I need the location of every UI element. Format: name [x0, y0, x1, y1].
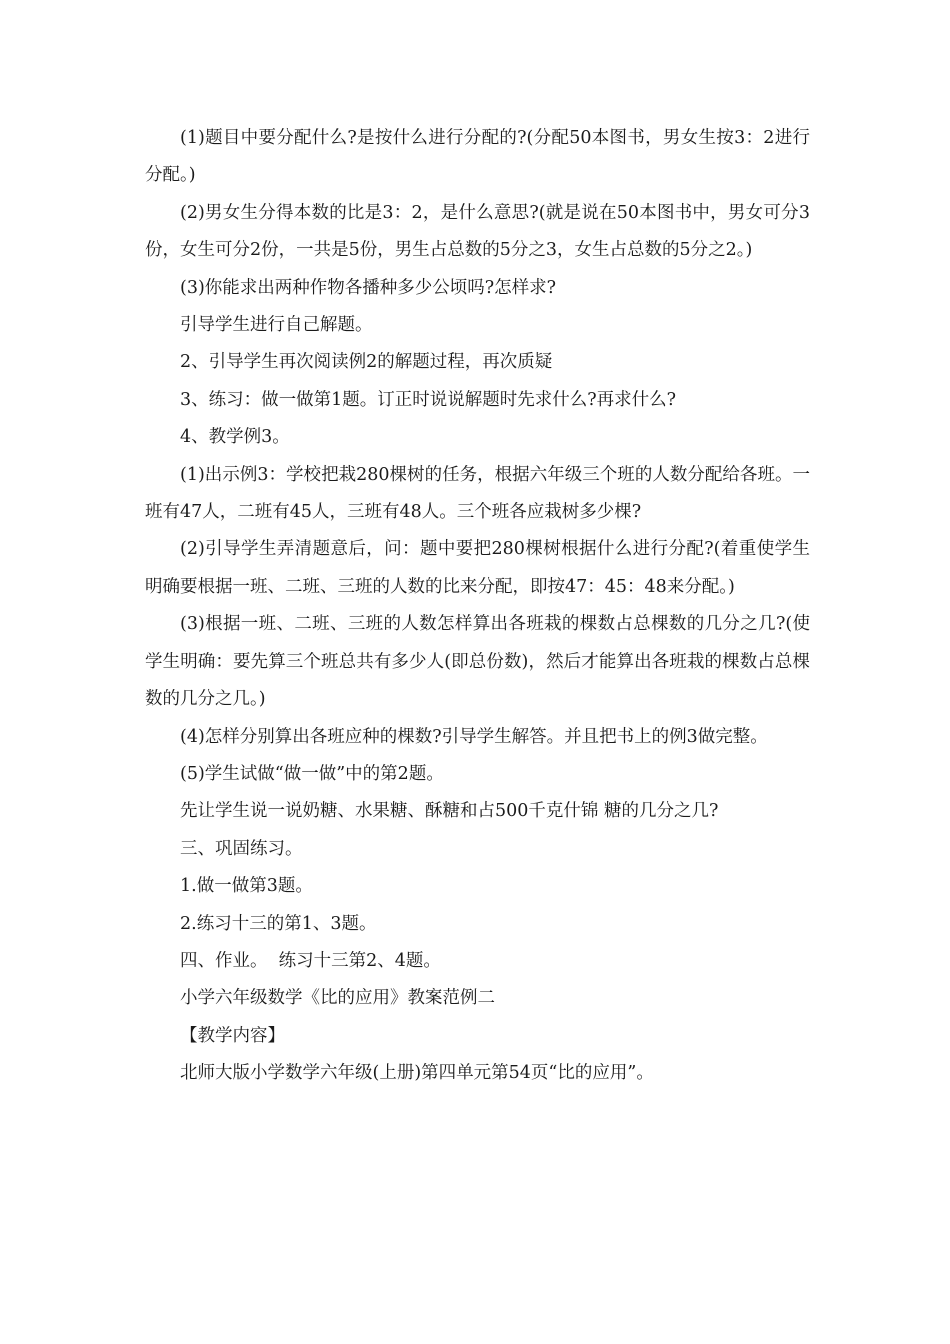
- paragraph-example-3: (1)出示例3：学校把栽280棵树的任务，根据六年级三个班的人数分配给各班。一班有47人，二班有45人，三班有48人。三个班各应栽树多少棵?: [145, 464, 810, 523]
- heading-consolidation: 三、巩固练习。: [180, 838, 303, 859]
- paragraph-candy: 先让学生说一说奶糖、水果糖、酥糖和占500千克什锦 糖的几分之几?: [180, 801, 719, 822]
- paragraph-step-2: 2、引导学生再次阅读例2的解题过程，再次质疑: [180, 352, 553, 373]
- paragraph-q3: (3)你能求出两种作物各播种多少公顷吗?怎样求?: [180, 277, 557, 298]
- paragraph-example-3-q4: (4)怎样分别算出各班应种的棵数?引导学生解答。并且把书上的例3做完整。: [180, 726, 768, 747]
- paragraph-step-3: 3、练习：做一做第1题。订正时说说解题时先求什么?再求什么?: [180, 389, 677, 410]
- document-body: [145, 120, 810, 1093]
- paragraph-practice-2: 2.练习十三的第1、3题。: [180, 913, 377, 934]
- paragraph-textbook-ref: 北师大版小学数学六年级(上册)第四单元第54页“比的应用”。: [180, 1063, 654, 1084]
- paragraph-example-3-q2: (2)引导学生弄清题意后，问：题中要把280棵树根据什么进行分配?(着重使学生明确要根据一班、二班、三班的人数的比来分配，即按47：45：48来分配。): [145, 539, 810, 597]
- heading-homework: 四、作业。 练习十三第2、4题。: [180, 950, 441, 971]
- paragraph-practice-1: 1.做一做第3题。: [180, 876, 313, 897]
- paragraph-example-3-q5: (5)学生试做“做一做”中的第2题。: [180, 763, 444, 784]
- paragraph-example-3-q3: (3)根据一班、二班、三班的人数怎样算出各班栽的棵数占总棵数的几分之几?(使学生明确：要先算三个班总共有多少人(即总份数)，然后才能算出各班栽的棵数占总棵数的几分之几。): [145, 614, 810, 710]
- paragraph-q2: (2)男女生分得本数的比是3：2，是什么意思?(就是说在50本图书中，男女可分3份，女生可分2份，一共是5份，男生占总数的5分之3，女生占总数的5分之2。): [145, 202, 810, 261]
- paragraph-q1: (1)题目中要分配什么?是按什么进行分配的?(分配50本图书，男女生按3：2进行分配。): [145, 128, 810, 186]
- paragraph-guide-solve: 引导学生进行自己解题。: [180, 315, 373, 336]
- heading-lesson-example-2: 小学六年级数学《比的应用》教案范例二: [180, 988, 495, 1009]
- heading-teaching-content: 【教学内容】: [180, 1025, 285, 1046]
- paragraph-step-4: 4、教学例3。: [180, 427, 290, 448]
